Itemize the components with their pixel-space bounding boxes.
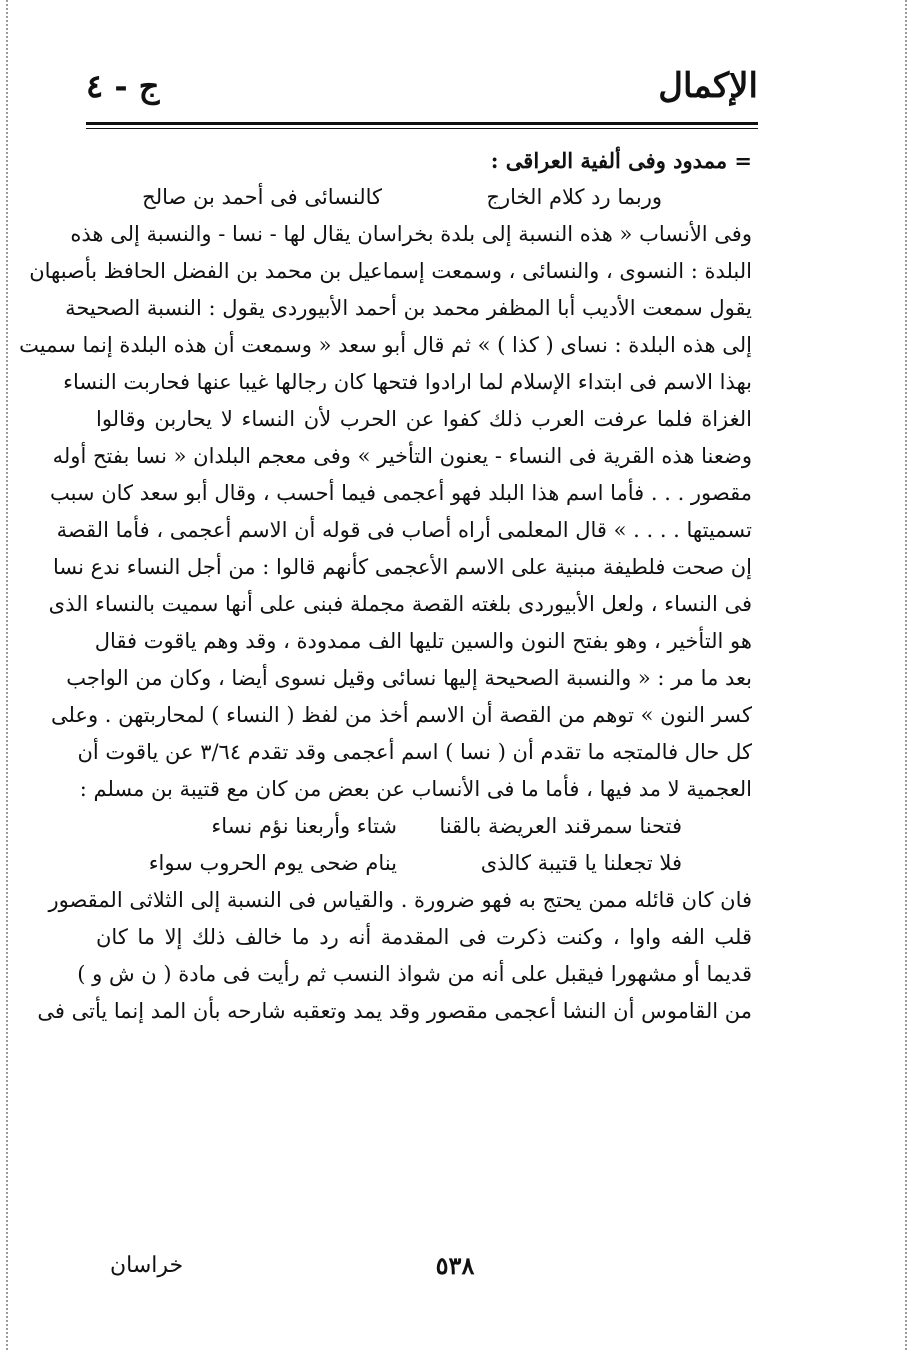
verse-first-hemistich: وربما رد كلام الخارج — [486, 185, 662, 209]
text-line: فان كان قائله ممن يحتج به فهو ضرورة . والقياس فى النسبة إلى الثلاثى المقصور — [48, 888, 752, 912]
text-line: فى النساء ، ولعل الأبيوردى بلغته القصة مجملة فبنى على أنها سميت بالنساء الذى — [48, 592, 752, 616]
text-line: إلى هذه البلدة : نساى ( كذا ) » ثم قال أبو سعد « وسمعت أن هذه البلدة إنما سميت — [19, 333, 752, 357]
main-text — [19, 142, 752, 1030]
volume-number: ج - ٤ — [86, 67, 160, 105]
verse-first-hemistich: فتحنا سمرقند العريضة بالقنا — [439, 814, 682, 838]
verse-second-hemistich: ينام ضحى يوم الحروب سواء — [148, 851, 397, 875]
text-line: البلدة : النسوى ، والنسائى ، وسمعت إسماعيل بن محمد بن الفضل الحافظ بأصبهان — [29, 259, 752, 283]
page-number: ٥٣٨ — [435, 1251, 475, 1280]
header-rule-thin — [86, 128, 758, 129]
text-line: تسميتها . . . . » قال المعلمى أراه أصاب فى قوله أن الاسم أعجمى ، فأما القصة — [56, 518, 752, 542]
text-line: = ممدود وفى ألفية العراقى : — [490, 148, 752, 173]
verse-line — [96, 179, 752, 216]
text-line: يقول سمعت الأديب أبا المظفر محمد بن أحمد الأبيوردى يقول : النسبة الصحيحة — [65, 296, 752, 320]
verse-second-hemistich: كالنسائى فى أحمد بن صالح — [142, 185, 382, 209]
text-line: وضعنا هذه القرية فى النساء - يعنون التأخير » وفى معجم البلدان « نسا بفتح أوله — [52, 444, 752, 468]
verse-line — [96, 808, 752, 845]
text-line: كسر النون » توهم من القصة أن الاسم أخذ من لفظ ( النساء ) لمحاربتهن . وعلى — [50, 703, 752, 727]
catchword: خراسان — [110, 1253, 184, 1278]
text-line: من القاموس أن النشا أعجمى مقصور وقد يمد وتعقبه شارحه بأن المد إنما يأتى فى — [37, 999, 752, 1023]
text-line: العجمية لا مد فيها ، فأما ما فى الأنساب عن بعض من كان مع قتيبة بن مسلم : — [79, 777, 752, 801]
text-line: إن صحت فلطيفة مبنية على الاسم الأعجمى كأنهم قالوا : من أجل النساء ندع نسا — [53, 555, 752, 579]
text-line: مقصور . . . فأما اسم هذا البلد فهو أعجمى فيما أحسب ، وقال أبو سعد كان سبب — [49, 481, 752, 505]
verse-first-hemistich: فلا تجعلنا يا قتيبة كالذى — [480, 851, 682, 875]
text-line: وفى الأنساب « هذه النسبة إلى بلدة بخراسان يقال لها - نسا - والنسبة إلى هذه — [70, 222, 752, 246]
text-line: كل حال فالمتجه ما تقدم أن ( نسا ) اسم أعجمى وقد تقدم ٣/٦٤ عن ياقوت أن — [77, 740, 752, 764]
header-rule-thick — [86, 122, 758, 125]
right-page-edge — [905, 0, 907, 1350]
running-head — [86, 62, 758, 118]
left-page-edge — [6, 0, 8, 1350]
verse-second-hemistich: شتاء وأربعنا نؤم نساء — [211, 814, 397, 838]
text-line: بعد ما مر : « والنسبة الصحيحة إليها نسائى وقيل نسوى أيضا ، وكان من الواجب — [66, 666, 752, 690]
text-line: بهذا الاسم فى ابتداء الإسلام لما ارادوا فتحها كان رجالها غيبا عنها فحاربت النساء — [63, 370, 752, 394]
text-line: هو التأخير ، وهو بفتح النون والسين تليها الف ممدودة ، وقد وهم ياقوت فقال — [94, 629, 752, 653]
book-title: الإكمال — [658, 66, 758, 106]
verse-line — [96, 845, 752, 882]
text-line: الغزاة فلما عرفت العرب ذلك كفوا عن الحرب لأن النساء لا يحاربن وقالوا — [96, 407, 752, 431]
text-line: قديما أو مشهورا فيقبل على أنه من شواذ النسب ثم رأيت فى مادة ( ن ش و ) — [77, 962, 752, 986]
text-line: قلب الفه واوا ، وكنت ذكرت فى المقدمة أنه رد ما خالف ذلك إلا ما كان — [96, 925, 752, 949]
